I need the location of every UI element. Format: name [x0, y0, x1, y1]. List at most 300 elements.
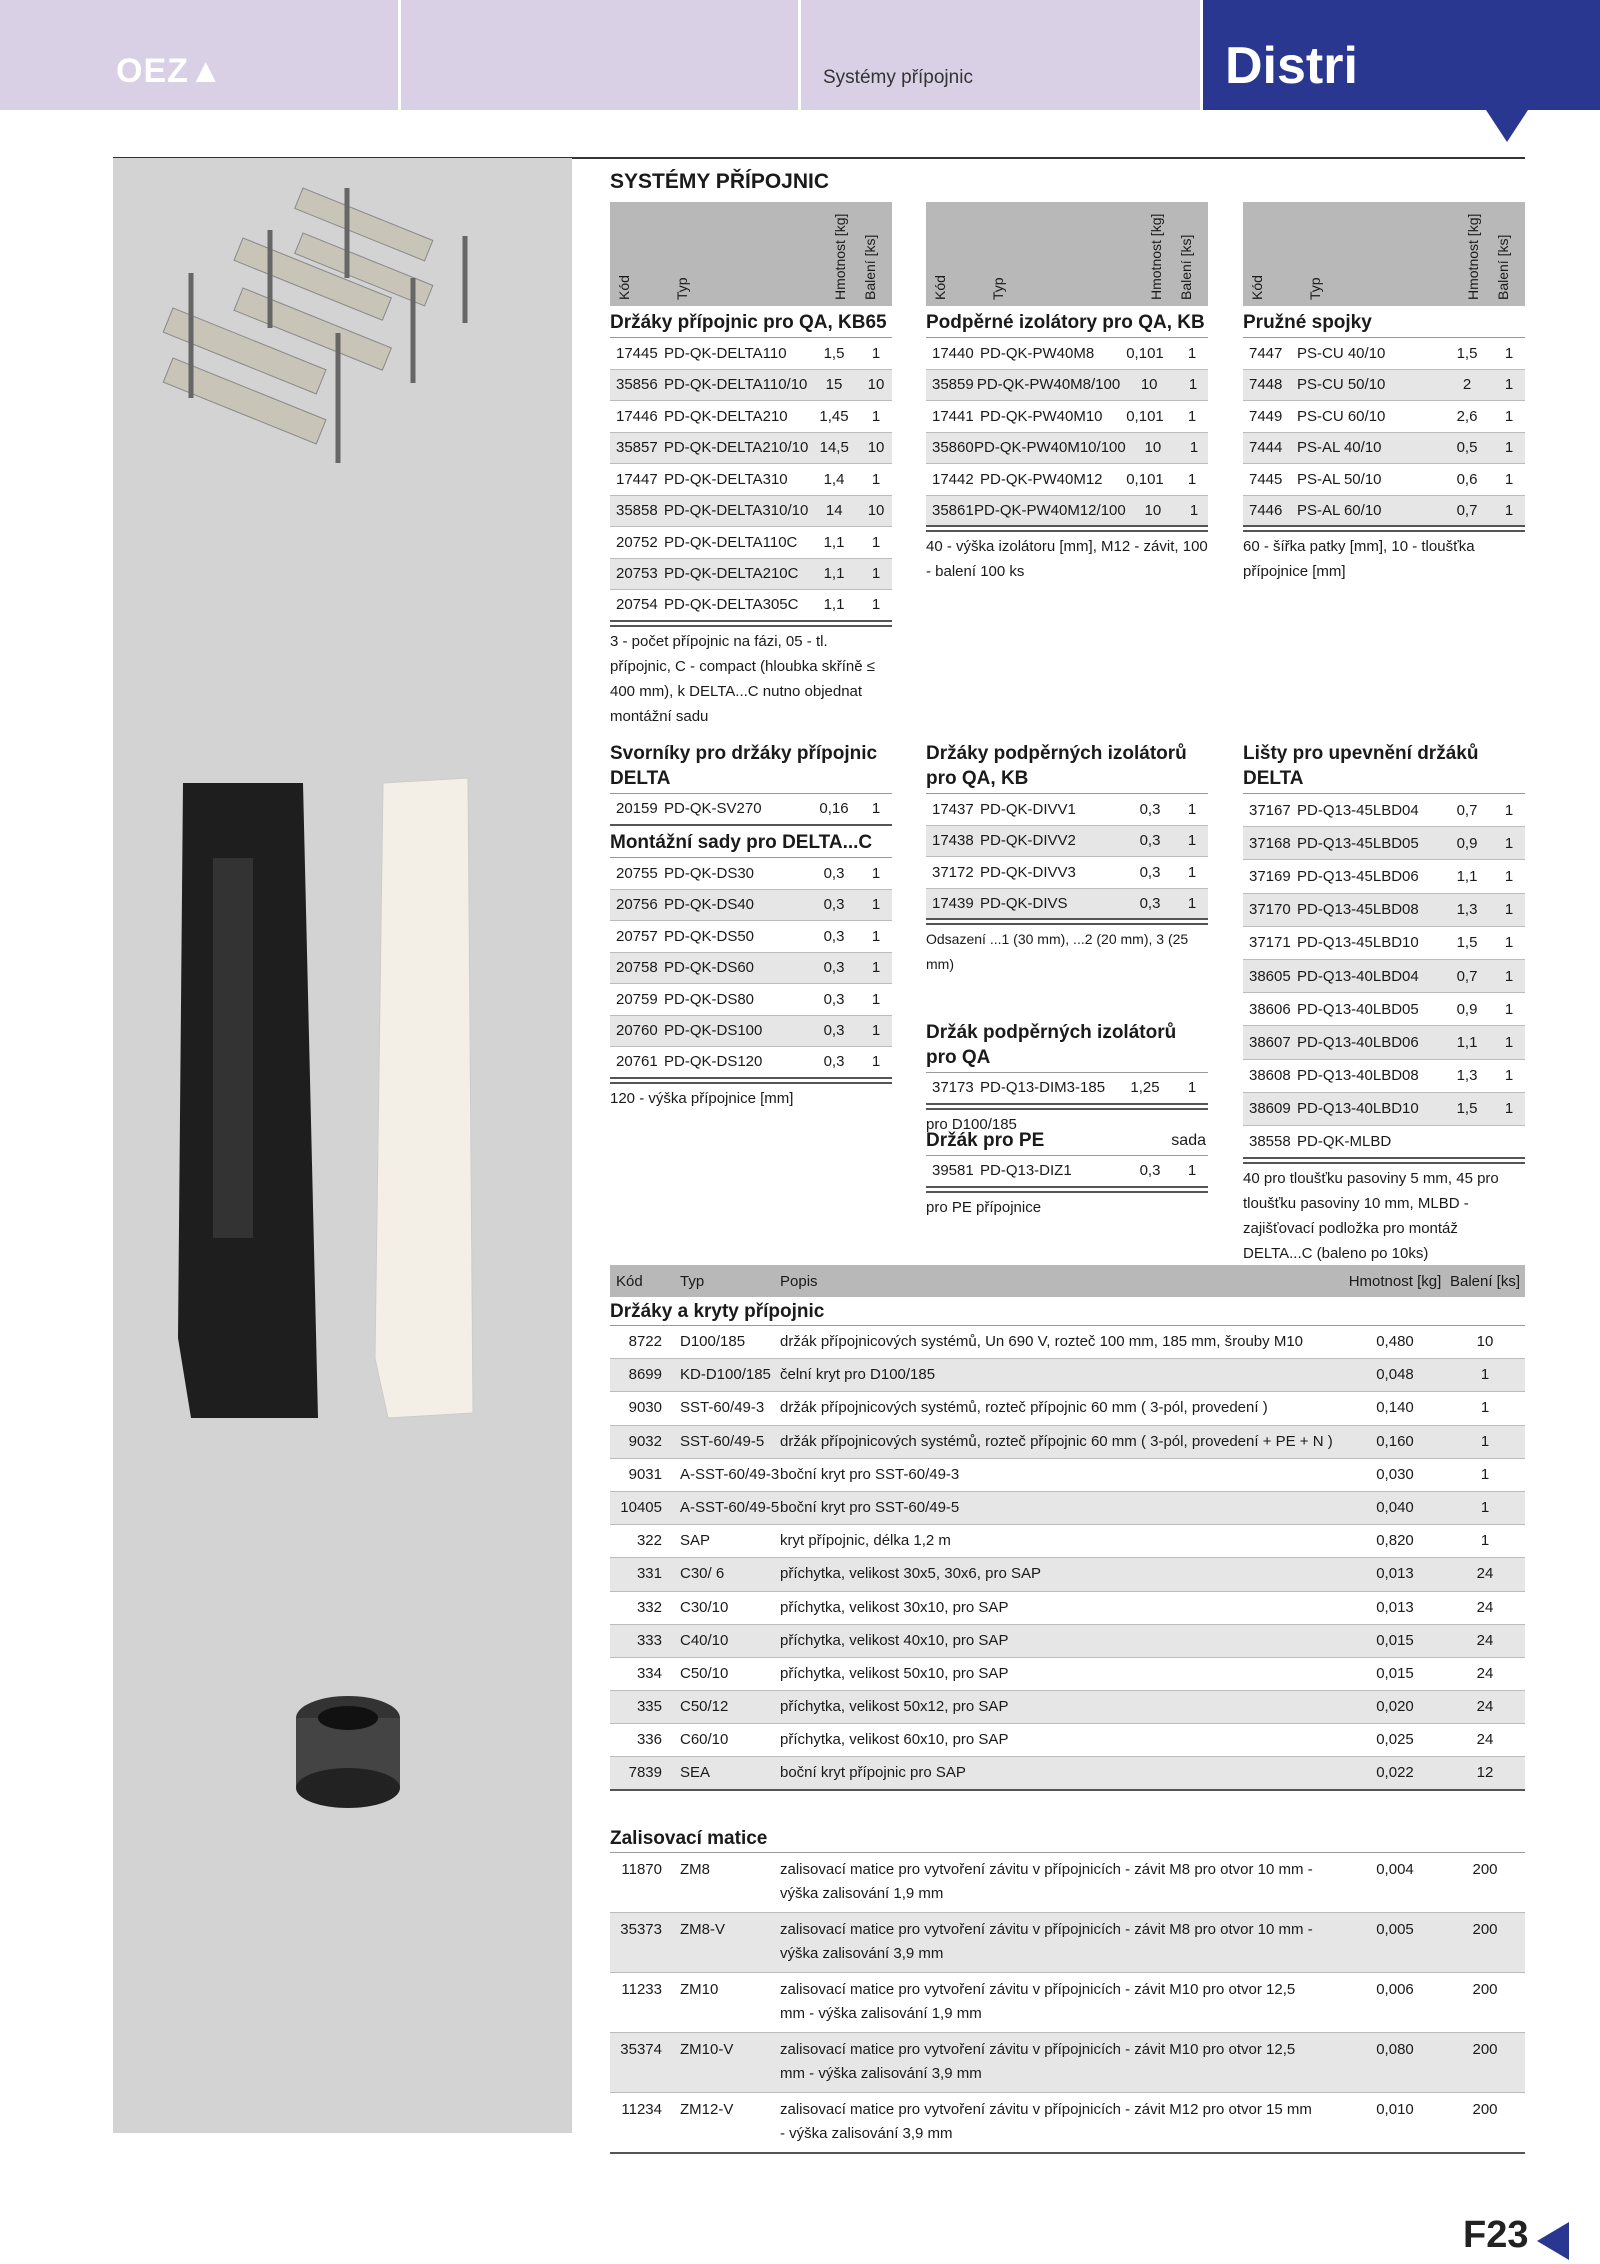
row-bal: 1	[1187, 1079, 1197, 1097]
row-popis: příchytka, velikost 40x10, pro SAP	[780, 1631, 1009, 1649]
row-bal: 1	[871, 1053, 881, 1071]
row-hm: 1,1	[823, 533, 845, 551]
table-row	[610, 1525, 1525, 1558]
row-typ: SST-60/49-5	[680, 1432, 765, 1450]
row-hm: 0,7	[1456, 967, 1478, 985]
table-row	[610, 590, 892, 622]
table-rows	[1243, 338, 1525, 527]
table-row	[1243, 960, 1525, 993]
table-title: Držák podpěrných izolátorů pro QA	[926, 1016, 1208, 1073]
row-kod: 17442	[932, 470, 974, 488]
row-kod: 17440	[932, 344, 974, 362]
row-kod: 39581	[932, 1162, 974, 1180]
table-row	[1243, 401, 1525, 433]
table-delta-rails	[1243, 737, 1525, 1266]
table-row	[610, 1625, 1525, 1658]
table-row	[610, 1658, 1525, 1691]
table-row	[1243, 1026, 1525, 1059]
col-typ: Typ	[674, 277, 690, 300]
row-bal: 1	[1187, 344, 1197, 362]
row-typ: PD-QK-PW40M10	[980, 407, 1103, 425]
table-row	[1243, 1060, 1525, 1093]
table-header	[610, 202, 892, 306]
row-kod: 17439	[932, 894, 974, 912]
table-row	[926, 857, 1208, 889]
row-popis: příchytka, velikost 30x10, pro SAP	[780, 1598, 1009, 1616]
row-kod: 17447	[616, 470, 658, 488]
table-insulator-holder-qa	[926, 1016, 1208, 1137]
row-bal: 1	[1504, 439, 1514, 457]
table-rows	[610, 338, 892, 622]
row-typ: PD-Q13-40LBD08	[1297, 1067, 1419, 1085]
row-hm: 0,048	[1376, 1366, 1414, 1384]
table-row	[1243, 1126, 1525, 1159]
row-bal: 1	[1504, 470, 1514, 488]
row-hm: 0,101	[1126, 344, 1164, 362]
row-bal: 24	[1476, 1731, 1494, 1749]
table-rows	[610, 794, 892, 826]
row-bal: 1	[871, 959, 881, 977]
row-hm: 0,160	[1376, 1432, 1414, 1450]
row-kod: 334	[636, 1664, 662, 1682]
row-typ: PD-Q13-45LBD06	[1297, 867, 1419, 885]
row-bal: 1	[1504, 376, 1514, 394]
row-typ: C50/10	[680, 1664, 729, 1682]
row-typ: PD-QK-DELTA110C	[664, 533, 798, 551]
row-hm: 1,1	[1456, 867, 1478, 885]
row-kod: 8699	[628, 1366, 662, 1384]
row-typ: C30/ 6	[680, 1565, 725, 1583]
row-hm: 0,5	[1456, 439, 1478, 457]
table-rows	[610, 858, 892, 1079]
row-hm: 0,3	[823, 1053, 845, 1071]
row-kod: 7444	[1249, 439, 1283, 457]
row-kod: 38607	[1249, 1033, 1291, 1051]
row-hm: 1,5	[1456, 344, 1478, 362]
table-row	[610, 1592, 1525, 1625]
row-bal: 1	[1504, 1100, 1514, 1118]
row-bal: 1	[1480, 1399, 1490, 1417]
row-kod: 20753	[616, 565, 658, 583]
row-bal: 1	[871, 864, 881, 882]
row-bal: 200	[1472, 1981, 1498, 1998]
table-holders-covers	[610, 1265, 1525, 1791]
row-typ: PD-QK-DELTA310/10	[663, 502, 809, 520]
table-row	[610, 338, 892, 370]
row-popis: čelní kryt pro D100/185	[780, 1366, 936, 1384]
row-kod: 17445	[616, 344, 658, 362]
table-rows	[926, 794, 1208, 920]
row-typ: PD-Q13-DIZ1	[980, 1162, 1072, 1180]
row-kod: 20761	[616, 1053, 658, 1071]
row-hm: 10	[1144, 501, 1162, 519]
row-kod: 35373	[620, 1921, 662, 1938]
table-row	[610, 1047, 892, 1079]
row-bal: 1	[1504, 934, 1514, 952]
row-kod: 8722	[628, 1333, 662, 1350]
row-typ: PD-QK-PW40M8	[980, 344, 1095, 362]
oez-logo: OEZ▲	[116, 52, 224, 90]
col-bal: Balení [ks]	[1449, 1272, 1521, 1290]
row-bal: 1	[1188, 376, 1198, 394]
row-kod: 37167	[1249, 801, 1291, 819]
row-bal: 1	[1187, 832, 1197, 850]
row-popis: držák přípojnicových systémů, rozteč přípojnic 60 mm ( 3-pól, provedení + PE + N )	[780, 1432, 1333, 1450]
row-hm: 1,1	[1456, 1033, 1478, 1051]
row-kod: 20159	[616, 800, 658, 818]
row-bal: 1	[871, 800, 881, 818]
row-typ: PD-QK-DS30	[664, 864, 755, 882]
row-hm: 0,7	[1456, 501, 1478, 519]
row-typ: C60/10	[680, 1731, 729, 1749]
row-hm: 0,025	[1376, 1731, 1414, 1749]
row-hm: 0,16	[819, 800, 849, 818]
col-typ: Typ	[680, 1272, 705, 1290]
row-hm: 0,015	[1376, 1631, 1414, 1649]
col-bal: Balení [ks]	[1178, 234, 1194, 300]
table-rows	[926, 1073, 1208, 1105]
row-typ: PD-Q13-40LBD06	[1297, 1033, 1419, 1051]
row-kod: 7449	[1249, 407, 1283, 425]
table-rows	[1243, 794, 1525, 1159]
row-kod: 331	[636, 1565, 662, 1583]
row-typ: SEA	[680, 1764, 711, 1782]
row-popis: zalisovací matice pro vytvoření závitu v přípojnicích - závit M10 pro otvor 12,5 mm - výška zalisování 1,9 mm	[780, 1981, 1296, 2022]
row-popis: zalisovací matice pro vytvoření závitu v přípojnicích - závit M8 pro otvor 10 mm - výška zalisování 1,9 mm	[780, 1861, 1313, 1902]
row-typ: KD-D100/185	[680, 1366, 771, 1384]
row-popis: držák přípojnicových systémů, rozteč přípojnic 60 mm ( 3-pól, provedení )	[780, 1399, 1268, 1417]
table-pe-holder	[926, 1124, 1208, 1220]
row-typ: PD-QK-DS60	[664, 959, 755, 977]
row-bal: 1	[1187, 863, 1197, 881]
row-bal: 1	[1189, 439, 1199, 457]
table-row	[610, 2093, 1525, 2154]
row-typ: PD-QK-DELTA210/10	[663, 439, 809, 457]
table-row	[610, 921, 892, 953]
row-typ: ZM12-V	[680, 2101, 734, 2118]
row-hm: 15	[825, 376, 843, 394]
col-popis: Popis	[780, 1272, 818, 1290]
table-row	[926, 1156, 1208, 1188]
row-typ: ZM10	[680, 1981, 719, 1998]
table-row	[1243, 1093, 1525, 1126]
row-hm: 0,3	[823, 864, 845, 882]
table-title: Montážní sady pro DELTA...C	[610, 826, 892, 858]
row-hm: 0,480	[1376, 1333, 1414, 1350]
row-kod: 10405	[620, 1498, 662, 1516]
row-typ: A-SST-60/49-3	[680, 1465, 780, 1483]
row-kod: 20756	[616, 896, 658, 914]
col-bal: Balení [ks]	[862, 234, 878, 300]
table-row	[610, 370, 892, 402]
row-popis: příchytka, velikost 60x10, pro SAP	[780, 1731, 1009, 1749]
row-bal: 1	[1480, 1432, 1490, 1450]
table-header	[926, 202, 1208, 306]
col-bal: Balení [ks]	[1495, 234, 1511, 300]
row-typ: PD-QK-SV270	[664, 800, 762, 818]
table-row	[1243, 993, 1525, 1026]
row-hm: 0,010	[1376, 2101, 1414, 2118]
row-hm: 10	[1144, 439, 1162, 457]
row-kod: 11870	[621, 1861, 662, 1878]
row-popis: kryt přípojnic, délka 1,2 m	[780, 1532, 951, 1550]
row-popis: zalisovací matice pro vytvoření závitu v přípojnicích - závit M10 pro otvor 12,5 mm - výška zalisování 3,9 mm	[780, 2041, 1296, 2082]
row-kod: 17446	[616, 407, 658, 425]
row-typ: PD-QK-DIVS	[980, 894, 1068, 912]
row-typ: PD-QK-DS40	[664, 896, 755, 914]
table-title: Podpěrné izolátory pro QA, KB	[926, 306, 1208, 338]
row-typ: A-SST-60/49-5	[680, 1498, 780, 1516]
row-kod: 9031	[628, 1465, 662, 1483]
row-typ: SST-60/49-3	[680, 1399, 765, 1417]
table-mounting-sets	[610, 826, 892, 1111]
row-kod: 20759	[616, 990, 658, 1008]
row-bal: 1	[1504, 901, 1514, 919]
row-typ: PD-QK-DS100	[664, 1022, 763, 1040]
row-bal: 1	[871, 896, 881, 914]
product-images	[113, 158, 572, 2133]
col-kod: Kód	[616, 1272, 643, 1290]
table-note: pro PE přípojnice	[926, 1191, 1208, 1220]
row-bal: 24	[1476, 1631, 1494, 1649]
table-note: 40 - výška izolátoru [mm], M12 - závit, 100 - balení 100 ks	[926, 530, 1208, 584]
row-kod: 7446	[1249, 501, 1283, 519]
table-row	[610, 1757, 1525, 1790]
row-bal: 1	[871, 1022, 881, 1040]
row-typ: PD-Q13-45LBD10	[1297, 934, 1419, 952]
row-typ: PD-QK-PW40M12/100	[974, 501, 1126, 519]
row-kod: 20752	[616, 533, 658, 551]
table-row	[610, 2033, 1525, 2093]
row-bal: 10	[1476, 1333, 1494, 1350]
row-bal: 1	[871, 990, 881, 1008]
row-bal: 10	[867, 376, 885, 394]
row-hm: 14,5	[819, 439, 849, 457]
row-hm: 0,080	[1376, 2041, 1414, 2058]
row-bal: 1	[871, 927, 881, 945]
col-kod: Kód	[1249, 275, 1265, 300]
table-rows	[610, 1326, 1525, 1791]
table-row	[610, 433, 892, 465]
row-bal: 200	[1472, 2101, 1498, 2118]
col-hm: Hmotnost [kg]	[832, 213, 848, 300]
row-typ: PD-Q13-40LBD05	[1297, 1000, 1419, 1018]
press-nut-image	[296, 1696, 400, 1808]
row-bal: 24	[1476, 1598, 1494, 1616]
row-hm: 0,6	[1456, 470, 1478, 488]
row-typ: C30/10	[680, 1598, 729, 1616]
table-title: Držáky podpěrných izolátorů pro QA, KB	[926, 737, 1208, 794]
table-row	[610, 401, 892, 433]
table-row	[610, 1326, 1525, 1359]
table-note: 40 pro tloušťku pasoviny 5 mm, 45 pro tloušťku pasoviny 10 mm, MLBD - zajišťovací podložka pro montáž DELTA...C (baleno po 10ks)	[1243, 1162, 1525, 1266]
row-hm: 0,3	[1139, 863, 1161, 881]
row-typ: PD-Q13-DIM3-185	[980, 1079, 1106, 1097]
row-typ: C50/12	[680, 1698, 729, 1716]
row-bal: 1	[871, 565, 881, 583]
table-row	[610, 858, 892, 890]
row-hm: 14	[825, 502, 843, 520]
row-hm: 0,101	[1126, 407, 1164, 425]
row-hm: 0,3	[823, 959, 845, 977]
row-bal: 1	[871, 533, 881, 551]
row-hm: 0,030	[1376, 1465, 1414, 1483]
row-hm: 1,5	[1456, 934, 1478, 952]
table-row	[610, 496, 892, 528]
row-kod: 37170	[1249, 901, 1291, 919]
row-kod: 333	[636, 1631, 662, 1649]
table-header	[1243, 202, 1525, 306]
table-row	[610, 1913, 1525, 1973]
table-row	[610, 1359, 1525, 1392]
table-row	[610, 1853, 1525, 1913]
table-rows	[926, 338, 1208, 527]
table-title-extra: sada	[1171, 1132, 1206, 1149]
table-note: 60 - šířka patky [mm], 10 - tloušťka přípojnice [mm]	[1243, 530, 1525, 584]
row-hm: 0,3	[1139, 1162, 1161, 1180]
row-popis: příchytka, velikost 50x10, pro SAP	[780, 1664, 1009, 1682]
row-bal: 1	[1504, 867, 1514, 885]
row-bal: 24	[1476, 1664, 1494, 1682]
row-kod: 17441	[932, 407, 974, 425]
table-row	[610, 1016, 892, 1048]
row-kod: 38606	[1249, 1000, 1291, 1018]
section-tab-arrow	[1486, 110, 1528, 142]
row-kod: 20754	[616, 596, 658, 614]
row-kod: 322	[636, 1532, 662, 1550]
row-hm: 1,1	[823, 596, 845, 614]
row-kod: 37172	[932, 863, 974, 881]
row-popis: boční kryt pro SST-60/49-3	[780, 1465, 960, 1483]
table-row	[610, 1459, 1525, 1492]
row-kod: 336	[636, 1731, 662, 1749]
row-kod: 7839	[628, 1764, 662, 1782]
row-hm: 0,140	[1376, 1399, 1414, 1417]
row-kod: 17437	[932, 800, 974, 818]
delta-holders-image	[163, 188, 465, 463]
col-hm: Hmotnost [kg]	[1465, 213, 1481, 300]
table-title: Držáky a kryty přípojnic	[610, 1297, 1525, 1326]
row-bal: 1	[1480, 1532, 1490, 1550]
row-kod: 7445	[1249, 470, 1283, 488]
table-row	[610, 559, 892, 591]
row-bal: 1	[1504, 834, 1514, 852]
header-segment	[401, 0, 798, 110]
row-typ: PD-QK-DIVV2	[980, 832, 1076, 850]
row-hm: 0,013	[1376, 1598, 1414, 1616]
row-kod: 35374	[620, 2041, 662, 2058]
row-kod: 35861	[932, 501, 974, 519]
row-bal: 1	[1189, 501, 1199, 519]
col-typ: Typ	[990, 277, 1006, 300]
row-bal: 1	[1480, 1366, 1490, 1384]
row-typ: PD-QK-DELTA310	[664, 470, 788, 488]
row-typ: PD-QK-DS120	[664, 1053, 763, 1071]
table-row	[610, 984, 892, 1016]
row-typ: ZM8-V	[680, 1921, 725, 1938]
row-bal: 1	[871, 407, 881, 425]
col-typ: Typ	[1307, 277, 1323, 300]
table-row	[926, 889, 1208, 921]
table-row	[610, 1973, 1525, 2033]
row-hm: 0,3	[1139, 894, 1161, 912]
row-kod: 37168	[1249, 834, 1291, 852]
row-typ: PS-CU 50/10	[1297, 376, 1386, 394]
table-note: 120 - výška přípojnice [mm]	[610, 1082, 892, 1111]
row-hm: 0,005	[1376, 1921, 1414, 1938]
table-row	[1243, 927, 1525, 960]
table-note: Odsazení ...1 (30 mm), ...2 (20 mm), 3 (25 mm)	[926, 923, 1208, 977]
row-bal: 1	[1504, 967, 1514, 985]
row-bal: 1	[1187, 470, 1197, 488]
table-row	[1243, 496, 1525, 528]
row-kod: 37169	[1249, 867, 1291, 885]
row-hm: 0,820	[1376, 1532, 1414, 1550]
table-row	[1243, 860, 1525, 893]
table-bolts	[610, 737, 892, 826]
row-typ: PD-QK-DELTA110	[664, 344, 787, 362]
row-hm: 0,020	[1376, 1698, 1414, 1716]
row-kod: 9030	[628, 1399, 662, 1417]
row-hm: 0,3	[823, 896, 845, 914]
row-popis: zalisovací matice pro vytvoření závitu v přípojnicích - závit M8 pro otvor 10 mm - výška zalisování 3,9 mm	[780, 1921, 1313, 1962]
row-bal: 1	[1480, 1465, 1490, 1483]
row-kod: 37171	[1249, 934, 1291, 952]
row-bal: 1	[1187, 407, 1197, 425]
table-title: Lišty pro upevnění držáků DELTA	[1243, 737, 1525, 794]
row-hm: 1,5	[1456, 1100, 1478, 1118]
row-hm: 0,3	[823, 990, 845, 1008]
table-row	[1243, 370, 1525, 402]
product-illustrations	[113, 158, 572, 2133]
row-kod: 20757	[616, 927, 658, 945]
row-typ: PD-QK-PW40M8/100	[976, 376, 1121, 394]
row-bal: 12	[1476, 1764, 1494, 1782]
row-typ: PD-QK-DS50	[664, 927, 755, 945]
row-typ: D100/185	[680, 1333, 746, 1350]
table-press-nuts	[610, 1824, 1525, 2154]
row-typ: PS-CU 60/10	[1297, 407, 1386, 425]
table-row	[610, 527, 892, 559]
row-typ: PD-QK-DELTA210C	[664, 565, 799, 583]
row-typ: PD-QK-MLBD	[1297, 1132, 1392, 1150]
row-hm: 0,9	[1456, 1000, 1478, 1018]
row-hm: 2,6	[1456, 407, 1478, 425]
row-hm: 0,015	[1376, 1664, 1414, 1682]
table-row	[926, 338, 1208, 370]
row-typ: PD-QK-DELTA110/10	[664, 376, 808, 394]
row-bal: 1	[1504, 1033, 1514, 1051]
table-row	[610, 1492, 1525, 1525]
header-segment	[801, 0, 1200, 110]
table-note: pro D100/185	[926, 1108, 1208, 1137]
category-label: Systémy přípojnic	[823, 67, 973, 88]
row-typ: PD-Q13-45LBD04	[1297, 801, 1419, 819]
row-kod: 35858	[616, 502, 658, 520]
row-bal: 200	[1472, 1861, 1498, 1878]
table-title: Držáky přípojnic pro QA, KB65	[610, 306, 892, 338]
row-kod: 7448	[1249, 376, 1283, 394]
table-delta-holders	[610, 202, 892, 729]
row-bal: 1	[1187, 800, 1197, 818]
row-bal: 1	[1187, 1162, 1197, 1180]
row-typ: SAP	[680, 1532, 711, 1550]
row-typ: PD-QK-DS80	[664, 990, 755, 1008]
row-kod: 38605	[1249, 967, 1291, 985]
table-insulator-holders	[926, 737, 1208, 977]
row-kod: 11234	[621, 2101, 662, 2118]
row-bal: 1	[1504, 344, 1514, 362]
